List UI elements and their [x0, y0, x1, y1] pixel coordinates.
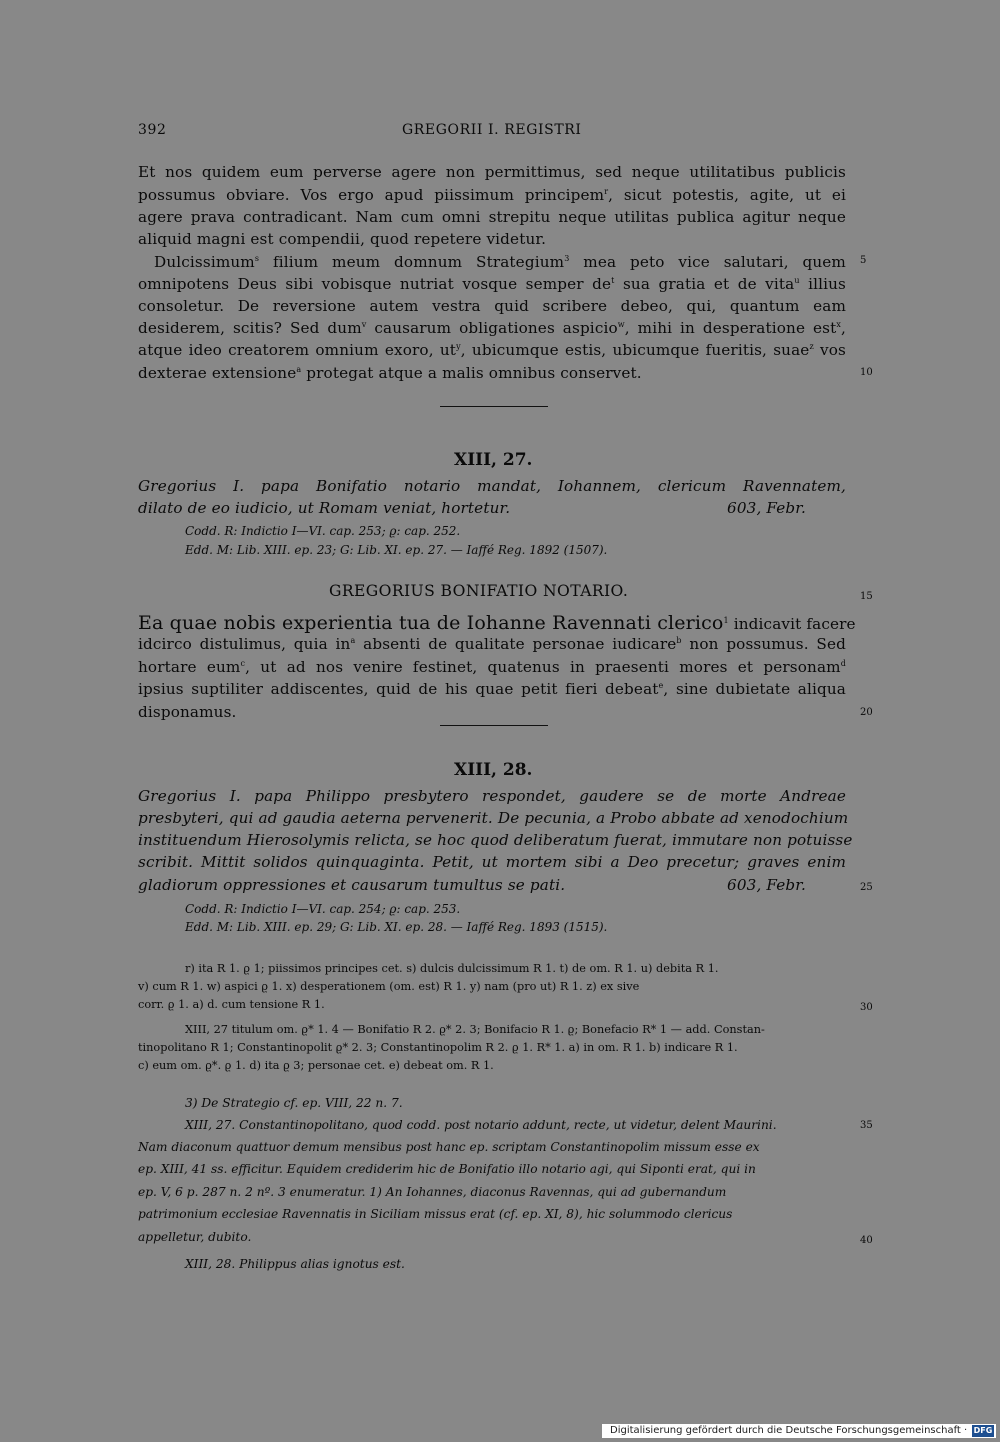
letter-summary: instituendum Hierosolymis relicta, se hoc quod deliberatum fuerat, immutare non potuisse: [138, 831, 853, 849]
body-line: desiderem, scitis? Sed dum$^v$ causarum obligationes aspicio$^w$, mihi in desperatione est$^x$,: [138, 319, 846, 337]
apparatus-line: XIII, 27 titulum om. ϱ* 1. 4 — Bonifatio R 2. ϱ* 2. 3; Bonifacio R 1. ϱ; Bonefacio R* 1 — add. Constan-: [185, 1023, 765, 1036]
body-line: aliquid magni est compendii, quod repetere videtur.: [138, 230, 547, 248]
line-number: 20: [860, 707, 873, 718]
letter-summary: Gregorius I. papa Bonifatio notario mandat, Iohannem, clericum Ravennatem,: [138, 477, 846, 495]
line-number: 25: [860, 882, 873, 893]
note-line: XIII, 27. Constantinopolitano, quod codd. post notario addunt, recte, ut videtur, delent Maurini.: [185, 1118, 777, 1132]
line-number: 15: [860, 591, 873, 602]
section-divider: [440, 406, 548, 407]
dfg-logo: DFG: [973, 1426, 993, 1435]
codices-line: Codd. R: Indictio I—VI. cap. 254; ϱ: cap. 253.: [185, 902, 461, 916]
note-line: Nam diaconum quattuor demum mensibus post hanc ep. scriptam Constantinopolim missum esse ex: [138, 1140, 760, 1154]
apparatus-line: corr. ϱ 1. a) d. cum tensione R 1.: [138, 998, 325, 1011]
letter-text-line: hortare eum$^c$, ut ad nos venire festinet, quatenus in praesenti mores et personam$^d$: [138, 658, 847, 676]
line-number: 5: [860, 255, 867, 266]
letter-summary: gladiorum oppressiones et causarum tumultus se pati.: [138, 876, 566, 894]
apparatus-line: tinopolitano R 1; Constantinopolit ϱ* 2. 3; Constantinopolim R 2. ϱ 1. R* 1. a) in om. R 1. b) indicare R 1.: [138, 1041, 738, 1054]
letter-date: 603, Febr.: [727, 499, 806, 517]
line-number: 30: [860, 1002, 873, 1013]
letter-summary: Gregorius I. papa Philippo presbytero respondet, gaudere se de morte Andreae: [138, 787, 846, 805]
letter-summary: dilato de eo iudicio, ut Romam veniat, hortetur.: [138, 499, 511, 517]
apparatus-line: c) eum om. ϱ*. ϱ 1. d) ita ϱ 3; personae cet. e) debeat om. R 1.: [138, 1059, 494, 1072]
body-line: possumus obviare. Vos ergo apud piissimum principem$^r$, sicut potestis, agite, ut ei: [138, 186, 847, 204]
body-line: Dulcissimum$^s$ filium meum domnum Strategium$^3$ mea peto vice salutari, quem: [154, 253, 846, 271]
note-line: patrimonium ecclesiae Ravennatis in Siciliam missus erat (cf. ep. XI, 8), hic solummodo clericus: [138, 1207, 733, 1221]
body-line: Et nos quidem eum perverse agere non permittimus, sed neque utilitatibus publicis: [138, 163, 846, 181]
line-number: 35: [860, 1120, 873, 1131]
body-line: omnipotens Deus sibi vobisque nutriat vosque semper $de^t$ sua gratia et de vita$^u$ illius: [138, 275, 846, 293]
letter-number: XIII, 27.: [454, 450, 533, 470]
body-line: consoletur. De reversione autem vestra quid scribere debeo, qui, quantum eam: [138, 297, 846, 315]
apparatus-line: r) ita R 1. ϱ 1; piissimos principes cet. s) dulcis dulcissimum R 1. t) de om. R 1. u) debita R 1.: [185, 962, 719, 975]
letter-summary: presbyteri, qui ad gaudia aeterna pervenerit. De pecunia, a Probo abbate ad xenodochium: [138, 809, 849, 827]
line-number: 40: [860, 1235, 873, 1246]
codices-line: Codd. R: Indictio I—VI. cap. 253; ϱ: cap. 252.: [185, 524, 461, 538]
editions-line: Edd. M: Lib. XIII. ep. 23; G: Lib. XI. ep. 27. — Iaffé Reg. 1892 (1507).: [185, 543, 608, 557]
letter-date: 603, Febr.: [727, 876, 806, 894]
letter-text-line: disponamus.: [138, 703, 237, 721]
note-line: XIII, 28. Philippus alias ignotus est.: [185, 1257, 405, 1271]
funding-footer: [602, 1424, 996, 1438]
note-line: 3) De Strategio cf. ep. VIII, 22 n. 7.: [185, 1096, 403, 1110]
note-line: ep. XIII, 41 ss. efficitur. Equidem crediderim hic de Bonifatio illo notario agi, qui Siponti erat, qui in: [138, 1162, 756, 1176]
funding-text: Digitalisierung gefördert durch die Deutsche Forschungsgemeinschaft ·: [610, 1425, 968, 1436]
letter-text-line: idcirco distulimus, quia $in^a$ absenti de qualitate personae iudicare$^b$ non possumus. Sed: [138, 635, 846, 653]
note-line: appelletur, dubito.: [138, 1230, 252, 1244]
section-divider: [440, 725, 548, 726]
letter-text-line: Ea quae nobis experientia tua de Iohanne Ravennati clerico$^1$ indicavit facere: [138, 612, 856, 634]
note-line: ep. V, 6 p. 287 n. 2 nº. 3 enumeratur. 1) An Iohannes, diaconus Ravennas, qui ad gubernandum: [138, 1185, 727, 1199]
letter-summary: scribit. Mittit solidos quinquaginta. Petit, ut mortem sibi a Deo precetur; graves enim: [138, 853, 846, 871]
line-number: 10: [860, 367, 873, 378]
running-title: GREGORII I. REGISTRI: [402, 122, 582, 138]
body-line: atque ideo creatorem omnium exoro, $ut^y$, ubicumque estis, ubicumque fueritis, suae$^z$ vos: [138, 341, 846, 359]
editions-line: Edd. M: Lib. XIII. ep. 29; G: Lib. XI. ep. 28. — Iaffé Reg. 1893 (1515).: [185, 920, 608, 934]
apparatus-line: v) cum R 1. w) aspici ϱ 1. x) desperationem (om. est) R 1. y) nam (pro ut) R 1. z) ex sive: [138, 980, 640, 993]
body-line: dexterae extensione$^a$ protegat atque a malis omnibus conservet.: [138, 364, 642, 382]
body-line: agere prava contradicant. Nam cum omni strepitu neque utilitas publica agitur neque: [138, 208, 846, 226]
letter-text-line: ipsius suptiliter addiscentes, quid de his quae petit fieri debeat$^e$, sine dubietate aliqua: [138, 680, 846, 698]
letter-address: GREGORIUS BONIFATIO NOTARIO.: [329, 582, 629, 600]
page-number: 392: [138, 122, 167, 138]
letter-number: XIII, 28.: [454, 760, 533, 780]
